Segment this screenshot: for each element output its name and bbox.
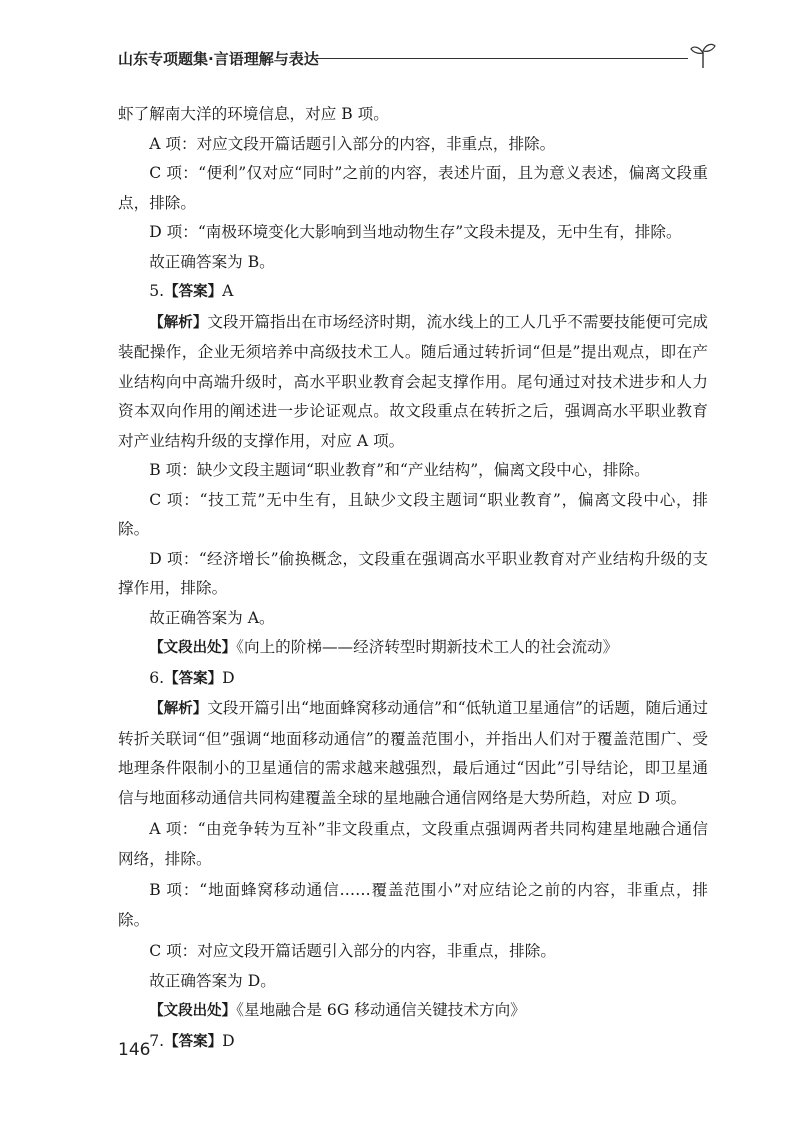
question-5-answer — [118, 277, 708, 308]
source-tag: 【文段出处】 — [149, 1003, 237, 1019]
option-d-analysis: D 项：“南极环境变化大影响到当地动物生存”文段未提及，无中生有，排除。 — [149, 223, 682, 241]
source-text: 《星地融合是 6G 移动通信关键技术方向》 — [236, 1001, 526, 1019]
option-c-analysis: C 项：“技工荒”无中生有，且缺少文段主题词“职业教育”，偏离文段中心，排除。 — [118, 490, 708, 538]
header-rule — [316, 58, 688, 59]
answer-letter: D — [222, 1031, 235, 1050]
option-b-analysis: B 项：缺少文段主题词“职业教育”和“产业结构”，偏离文段中心，排除。 — [149, 461, 650, 479]
answer-analysis-body — [118, 100, 708, 1057]
option-c-analysis: C 项：对应文段开篇话题引入部分的内容，非重点，排除。 — [149, 942, 556, 960]
question-5-source — [118, 633, 708, 664]
answer-letter: D — [222, 668, 235, 687]
question-number: 5. — [149, 282, 165, 300]
option-d-analysis: D 项：“经济增长”偷换概念，文段重在强调高水平职业教育对产业结构升级的支撑作用，排除。 — [118, 549, 708, 597]
question-6-source — [118, 996, 708, 1027]
question-6-analysis — [118, 694, 708, 813]
question-5-analysis — [118, 308, 708, 457]
page-number: 146 — [118, 1040, 151, 1060]
final-answer: 故正确答案为 A。 — [149, 608, 275, 627]
answer-letter: A — [222, 282, 234, 300]
source-tag: 【文段出处】 — [149, 640, 237, 656]
option-a-analysis: A 项：对应文段开篇话题引入部分的内容，非重点，排除。 — [149, 134, 556, 153]
analysis-tag: 【解析】 — [149, 701, 208, 717]
analysis-text: 文段开篇引出“地面蜂窝移动通信”和“低轨道卫星通信”的话题，随后通过转折关联词“但”强调“地面移动通信”的覆盖范围小，并指出人们对于覆盖范围广、受地理条件限制小的卫星通信的需求越来越强烈，最后通过“因此”引导结论，即卫星通信与地面移动通信共同构建覆盖全球的星地融合通信网络是大势所趋，对应 D 项。 — [118, 699, 709, 807]
answer-tag: 【答案】 — [164, 284, 223, 300]
option-b-analysis: B 项：“地面蜂窝移动通信……覆盖范围小”对应结论之前的内容，非重点，排除。 — [118, 881, 708, 929]
page-header — [118, 36, 718, 76]
header-title: 山东专项题集·言语理解与表达 — [118, 50, 319, 68]
text-line: 虾了解南大洋的环境信息，对应 B 项。 — [118, 105, 389, 123]
answer-tag: 【答案】 — [164, 1033, 223, 1050]
option-a-analysis: A 项：“由竞争转为互补”非文段重点，文段重点强调两者共同构建星地融合通信网络，排除。 — [118, 820, 708, 868]
sprout-icon — [688, 40, 718, 70]
analysis-text: 文段开篇指出在市场经济时期，流水线上的工人几乎不需要技能便可完成装配操作，企业无须培养中高级技术工人。随后通过转折词“但是”提出观点，即在产业结构向中高端升级时，高水平职业教育会起支撑作用。尾句通过对技术进步和人力资本双向作用的阐述进一步论证观点。故文段重点在转折之后，强调高水平职业教育对产业结构升级的支撑作用，对应 A 项。 — [118, 312, 708, 450]
source-text: 《向上的阶梯——经济转型时期新技术工人的社会流动》 — [236, 638, 619, 656]
question-6-answer — [118, 664, 708, 695]
analysis-tag: 【解析】 — [149, 314, 208, 331]
question-7-answer — [118, 1027, 708, 1058]
final-answer: 故正确答案为 D。 — [149, 971, 276, 990]
final-answer: 故正确答案为 B。 — [149, 252, 275, 271]
option-c-analysis: C 项：“便利”仅对应“同时”之前的内容，表述片面，且为意义表述，偏离文段重点，排除。 — [118, 164, 708, 212]
question-number: 7. — [149, 1031, 165, 1050]
question-number: 6. — [149, 668, 165, 687]
answer-tag: 【答案】 — [164, 670, 223, 687]
